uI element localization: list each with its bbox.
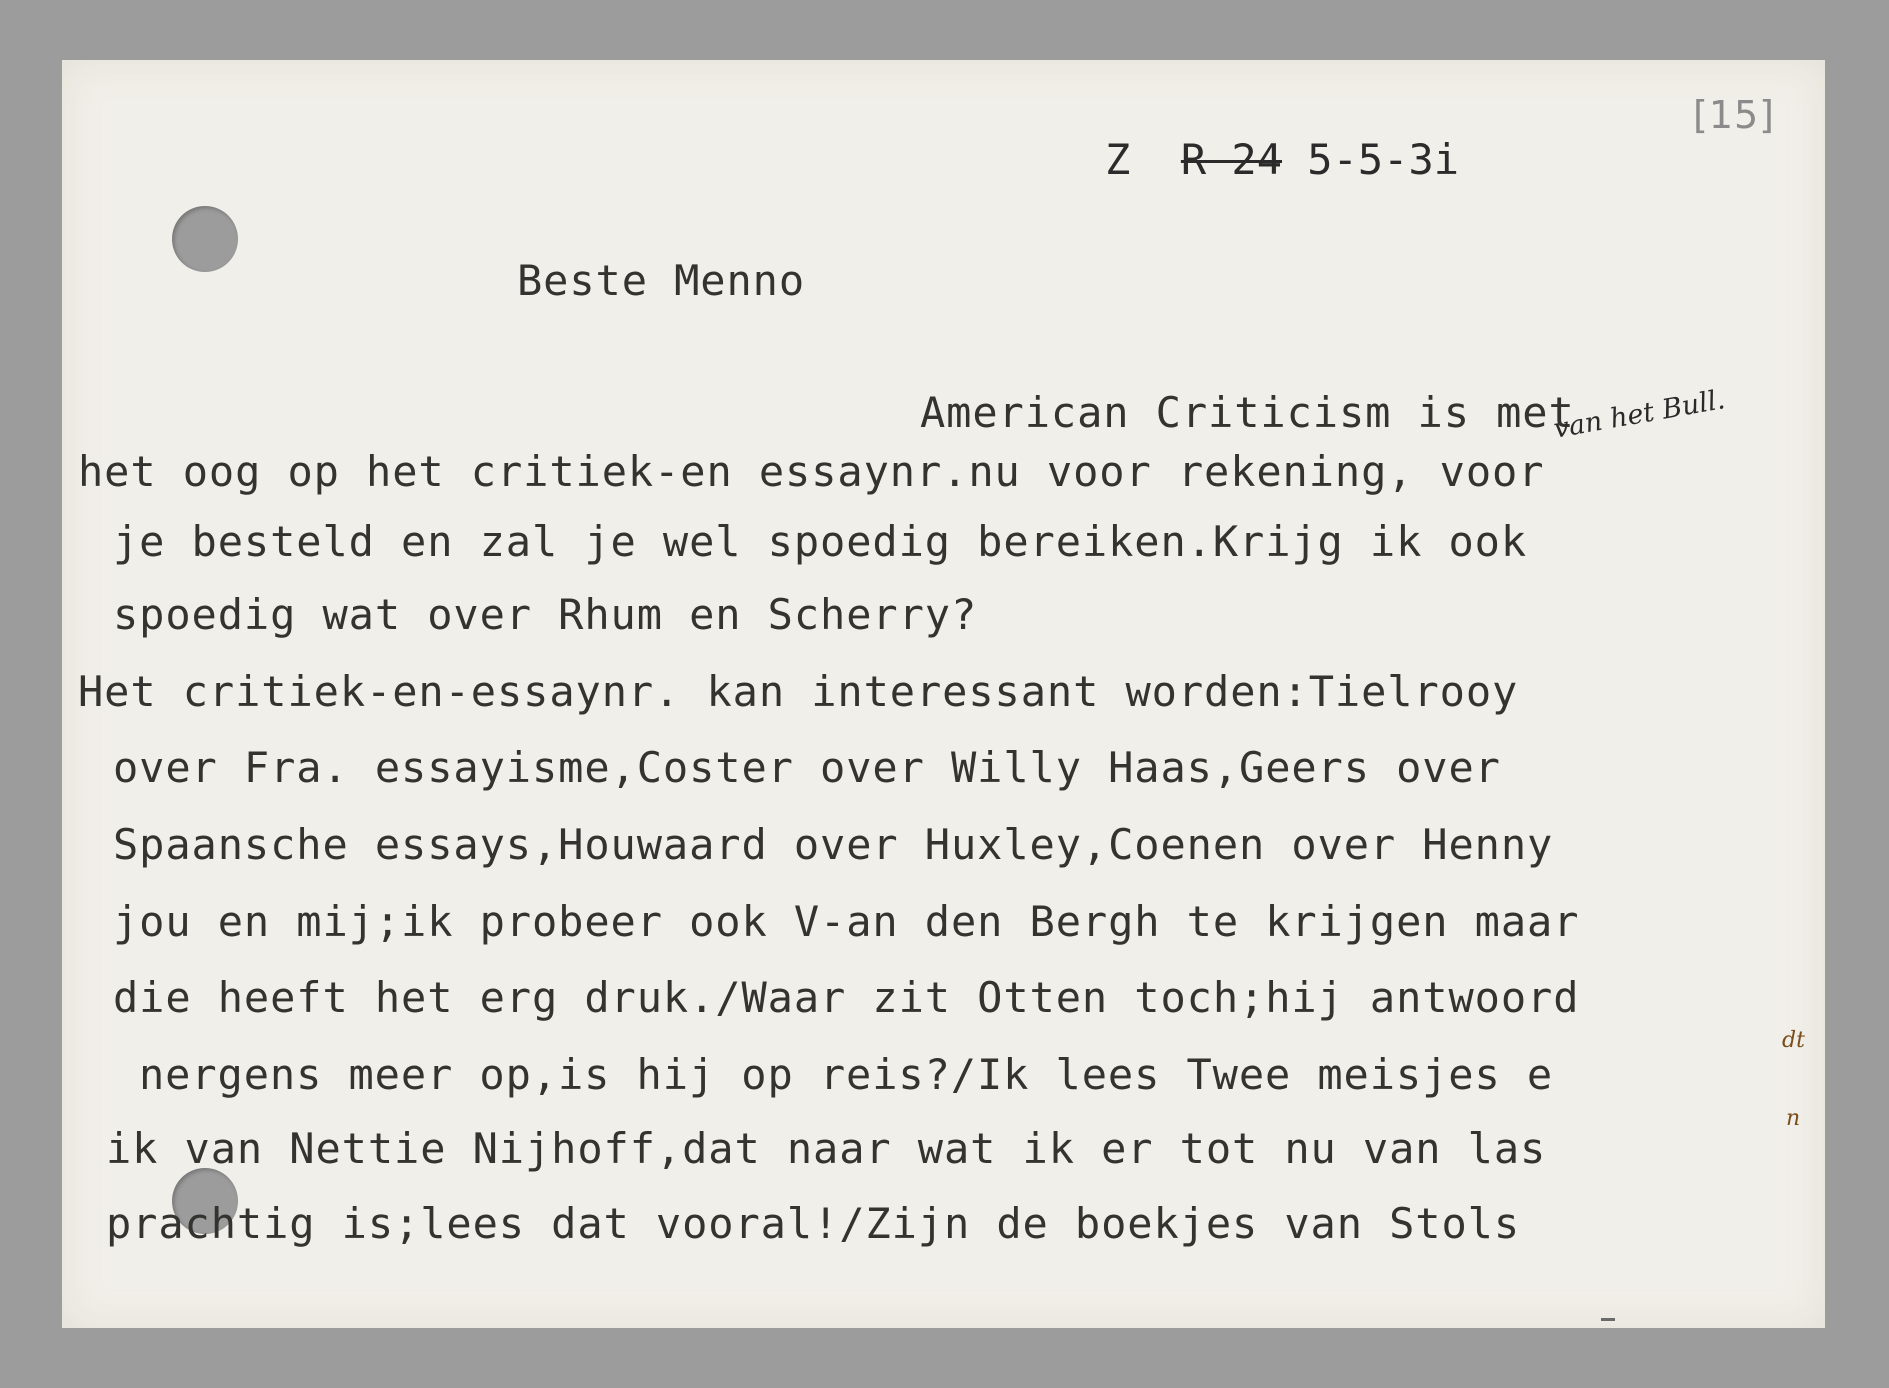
date-header [1105,135,1459,184]
text-line: ik van Nettie Nijhoff,dat naar wat ik er tot nu van las [106,1124,1547,1173]
text-line: nergens meer op,is hij op reis?/Ik lees Twee meisjes e [139,1050,1554,1099]
text-line: je besteld en zal je wel spoedig bereiken.Krijg ik ook [113,517,1528,566]
punch-hole-top [172,206,238,272]
text-line: het oog op het critiek-en essaynr.nu voor rekening, voor [78,447,1545,496]
ink-mark [1601,1318,1615,1321]
text-line: American Criticism is met [920,388,1575,437]
text-line: prachtig is;lees dat vooral!/Zijn de boekjes van Stols [106,1199,1521,1248]
handwritten-insertion: van het Bull. [1551,384,1728,445]
struck-reference: R 24 [1180,135,1283,184]
text-line: Spaansche essays,Houwaard over Huxley,Coenen over Henny [113,820,1554,869]
postcard [62,60,1825,1328]
text-line: Het critiek-en-essaynr. kan interessant worden:Tielrooy [78,667,1519,716]
text-line: spoedig wat over Rhum en Scherry? [113,590,978,639]
text-line: jou en mij;ik probeer ook V-an den Bergh te krijgen maar [113,897,1580,946]
handwritten-margin-mark: n [1786,1106,1801,1131]
letter-date: 5-5-3i [1282,135,1460,184]
archive-number: [15] [1693,93,1776,137]
handwritten-margin-mark: dt [1782,1028,1805,1053]
text-line: die heeft het erg druk./Waar zit Otten toch;hij antwoord [113,973,1580,1022]
salutation: Beste Menno [517,256,806,305]
date-prefix: Z [1105,135,1181,184]
text-line: over Fra. essayisme,Coster over Willy Haas,Geers over [113,743,1501,792]
